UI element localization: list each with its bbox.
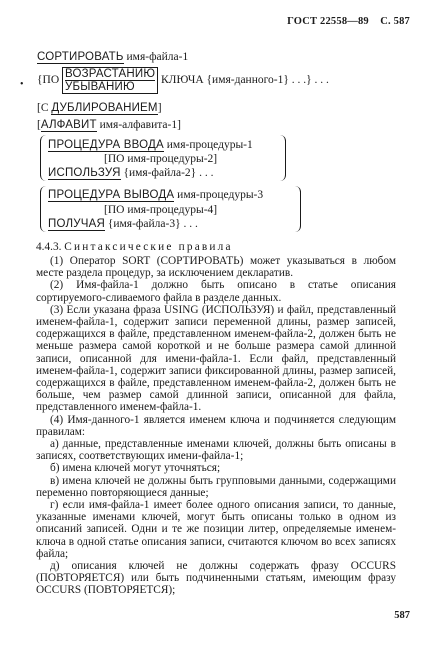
descending-option: УБЫВАНИЮ	[65, 80, 155, 93]
syntax-alphabet-line	[37, 119, 181, 132]
page-number: 587	[394, 610, 410, 621]
syntax-input-proc-line	[48, 139, 253, 152]
rules-body	[36, 255, 396, 597]
syntax-giving-line	[48, 218, 198, 231]
giving-keyword: ПОЛУЧАЯ	[48, 218, 105, 230]
input-group-right-brace	[280, 135, 286, 181]
header-page: С. 587	[380, 16, 410, 27]
section-heading	[36, 241, 233, 253]
paragraph: г) если имя-файла-1 имеет более одного описания записи, то данные, указанные именами ключей, могут быть описаны только в одном из описаний записей. Одни и те же позиции литер, определяемые именем-ключа в одной статье описания записи, считаются ключом во всех записях файла;	[36, 499, 396, 560]
input-procedure-operand: имя-процедуры-1	[163, 139, 253, 151]
using-keyword: ИСПОЛЬЗУЯ	[48, 167, 121, 179]
standard-id: ГОСТ 22558—89	[287, 16, 369, 27]
section-title: Синтаксические правила	[64, 241, 233, 253]
alpha-rest: имя-алфавита-1]	[96, 119, 181, 131]
syntax-using-line	[48, 167, 213, 180]
using-operand: {имя-файла-2} . . .	[120, 167, 214, 179]
ascending-option: ВОЗРАСТАНИЮ	[65, 68, 156, 80]
sort-operand: имя-файла-1	[123, 51, 189, 63]
section-number: 4.4.3.	[36, 241, 65, 253]
syntax-duplicates-line	[37, 102, 162, 115]
input-group-left-brace	[40, 135, 46, 181]
duplicates-keyword: ДУБЛИРОВАНИЕМ	[51, 102, 158, 114]
dup-open: [С	[37, 102, 52, 114]
input-procedure-keyword: ПРОЦЕДУРА ВВОДА	[48, 139, 164, 151]
output-group-right-brace	[295, 186, 301, 232]
syntax-key-line	[37, 67, 329, 94]
sort-keyword: СОРТИРОВАТЬ	[37, 51, 124, 63]
syntax-output-proc-line	[48, 189, 263, 202]
syntax-input-thru-line: [ПО имя-процедуры-2]	[104, 153, 218, 165]
paragraph: б) имена ключей могут уточняться;	[50, 462, 221, 475]
on-open: {ПО	[37, 74, 60, 87]
dup-close: ]	[157, 102, 162, 114]
margin-mark: •	[20, 79, 24, 90]
paragraph: (1) Оператор SORT (СОРТИРОВАТЬ) может указываться в любом месте раздела процедур, за исключением декларатив.	[36, 255, 396, 280]
output-group-left-brace	[40, 186, 46, 232]
alpha-open: [	[37, 119, 41, 131]
paragraph: в) имена ключей не должны быть групповыми данными, содержащими переменно повторяющиеся данные;	[36, 474, 396, 499]
page-header	[287, 16, 410, 27]
paragraph: (2) Имя-файла-1 должно быть описано в статье описания сортируемого-сливаемого файла в разделе данных.	[36, 279, 396, 304]
output-procedure-operand: имя-процедуры-3	[174, 189, 264, 201]
syntax-output-thru-line: [ПО имя-процедуры-4]	[104, 204, 218, 216]
paragraph: (4) Имя-данного-1 является именем ключа и подчиняется следующим правилам:	[36, 413, 396, 438]
alphabet-keyword: АЛФАВИТ	[40, 119, 97, 131]
order-choice-box	[62, 67, 158, 94]
output-procedure-keyword: ПРОЦЕДУРА ВЫВОДА	[48, 189, 175, 201]
paragraph: а) данные, представленные именами ключей, должны быть описаны в записях, соответствующих имени-файла-1;	[36, 438, 396, 463]
syntax-sort-line	[37, 51, 188, 64]
giving-operand: {имя-файла-3} . . .	[104, 218, 198, 230]
paragraph: (3) Если указана фраза USING (ИСПОЛЬЗУЯ) и файл, представленный именем-файла-1, содержит записи переменной длины, размер записей, содержащихся в файле, представленном именем-файла-2, должен быть не меньше размера самой короткой и не больше размера самой длинной записи, описанной для имени-файла-1. Если файл, представленный именем-файла-1, содержит записи фиксированной длины, размер записей, содержащихся в файле, представленном именем-файла-2, должен быть не больше, чем размер самой длинной записи, описанной для файла, представленного именем-файла-1.	[36, 303, 396, 414]
key-clause: КЛЮЧА {имя-данного-1} . . .} . . .	[161, 74, 329, 87]
paragraph: д) описания ключей не должны содержать фразу OCCURS (ПОВТОРЯЕТСЯ) или быть подчиненными статьям, имеющим фразу OCCURS (ПОВТОРЯЕТСЯ);	[36, 560, 396, 597]
